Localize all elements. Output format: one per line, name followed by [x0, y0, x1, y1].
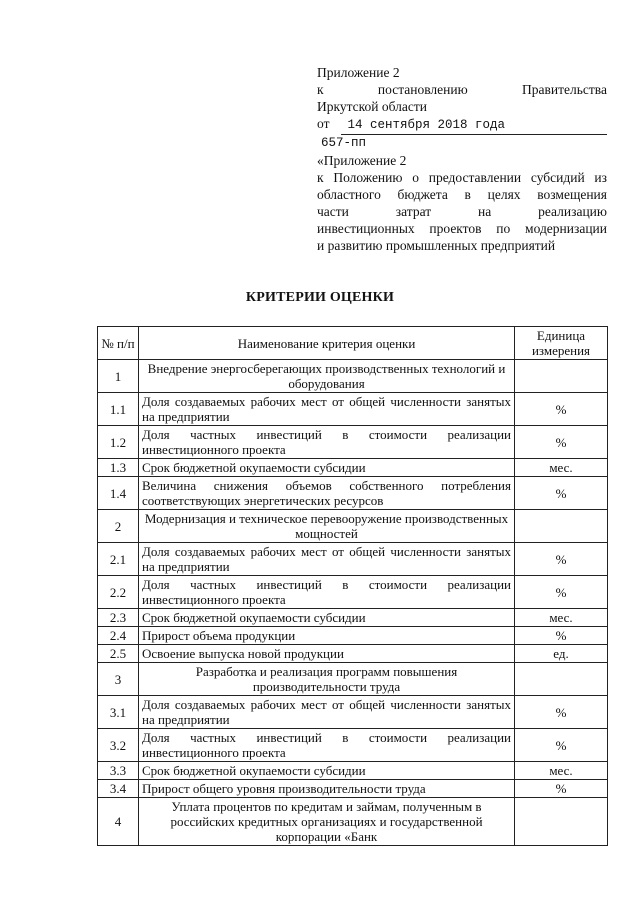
- criteria-table: [97, 326, 608, 846]
- table-row: [98, 393, 608, 426]
- row-number: 1.1: [98, 393, 139, 426]
- table-row: [98, 780, 608, 798]
- criterion-name: Освоение выпуска новой продукции: [139, 645, 515, 663]
- table-body: [98, 360, 608, 846]
- criterion-name: Разработка и реализация программ повышения производительности труда: [139, 663, 515, 696]
- criterion-unit: %: [515, 627, 608, 645]
- criterion-name: Срок бюджетной окупаемости субсидии: [139, 459, 515, 477]
- criterion-unit: [515, 510, 608, 543]
- position-line: к Положению о предоставлении субсидий из: [317, 170, 607, 185]
- col-header-name: Наименование критерия оценки: [139, 327, 515, 360]
- section-row: [98, 360, 608, 393]
- resolution-date-row: [317, 115, 607, 135]
- row-number: 3.1: [98, 696, 139, 729]
- row-number: 2.2: [98, 576, 139, 609]
- row-number: 3.4: [98, 780, 139, 798]
- table-row: [98, 729, 608, 762]
- criterion-unit: %: [515, 729, 608, 762]
- criterion-name: Доля частных инвестиций в стоимости реализации инвестиционного проекта: [139, 576, 515, 609]
- position-line: инвестиционных проектов по модернизации: [317, 221, 607, 236]
- row-number: 2.1: [98, 543, 139, 576]
- row-number: 1.3: [98, 459, 139, 477]
- row-number: 3.3: [98, 762, 139, 780]
- position-line: и развитию промышленных предприятий: [317, 238, 556, 253]
- criterion-unit: %: [515, 696, 608, 729]
- criterion-unit: [515, 798, 608, 846]
- criterion-unit: %: [515, 393, 608, 426]
- position-line: областного бюджета в целях возмещения: [317, 187, 607, 202]
- criterion-name: Модернизация и техническое перевооружение производственных мощностей: [139, 510, 515, 543]
- row-number: 2.5: [98, 645, 139, 663]
- criterion-name: Уплата процентов по кредитам и займам, полученным в российских кредитных организациях и государственной корпорации «Банк: [139, 798, 515, 846]
- section-row: [98, 798, 608, 846]
- table-row: [98, 627, 608, 645]
- criterion-name: Прирост общего уровня производительности труда: [139, 780, 515, 798]
- criterion-name: Доля частных инвестиций в стоимости реализации инвестиционного проекта: [139, 729, 515, 762]
- annex-label: «Приложение 2: [317, 153, 407, 168]
- criterion-unit: мес.: [515, 762, 608, 780]
- criterion-unit: %: [515, 426, 608, 459]
- row-number: 2.3: [98, 609, 139, 627]
- table-header-row: [98, 327, 608, 360]
- row-number: 2: [98, 510, 139, 543]
- criterion-unit: [515, 663, 608, 696]
- row-number: 2.4: [98, 627, 139, 645]
- criterion-unit: %: [515, 477, 608, 510]
- page-title: КРИТЕРИИ ОЦЕНКИ: [245, 290, 395, 305]
- row-number: 3: [98, 663, 139, 696]
- table-row: [98, 459, 608, 477]
- table-row: [98, 609, 608, 627]
- table-row: [98, 426, 608, 459]
- section-row: [98, 510, 608, 543]
- resolution-ref: к постановлению Правительства: [317, 82, 607, 97]
- table-row: [98, 576, 608, 609]
- row-number: 3.2: [98, 729, 139, 762]
- table-row: [98, 762, 608, 780]
- region-name: Иркутской области: [317, 99, 428, 114]
- criterion-unit: %: [515, 780, 608, 798]
- criterion-name: Внедрение энергосберегающих производственных технологий и оборудования: [139, 360, 515, 393]
- criterion-unit: %: [515, 576, 608, 609]
- criterion-name: Доля создаваемых рабочих мест от общей численности занятых на предприятии: [139, 696, 515, 729]
- criterion-unit: [515, 360, 608, 393]
- criterion-name: Доля создаваемых рабочих мест от общей численности занятых на предприятии: [139, 393, 515, 426]
- section-row: [98, 663, 608, 696]
- col-header-num: № п/п: [98, 327, 139, 360]
- table-row: [98, 477, 608, 510]
- criterion-name: Срок бюджетной окупаемости субсидии: [139, 609, 515, 627]
- col-header-unit: Единица измерения: [515, 327, 608, 360]
- appendix-header: [317, 64, 607, 254]
- criterion-unit: ед.: [515, 645, 608, 663]
- table-row: [98, 696, 608, 729]
- row-number: 4: [98, 798, 139, 846]
- row-number: 1.4: [98, 477, 139, 510]
- criterion-name: Величина снижения объемов собственного потребления соответствующих энергетических ресурсов: [139, 477, 515, 510]
- position-line: части затрат на реализацию: [317, 204, 607, 219]
- criterion-name: Доля частных инвестиций в стоимости реализации инвестиционного проекта: [139, 426, 515, 459]
- row-number: 1: [98, 360, 139, 393]
- criterion-name: Срок бюджетной окупаемости субсидии: [139, 762, 515, 780]
- criterion-unit: %: [515, 543, 608, 576]
- criterion-name: Прирост объема продукции: [139, 627, 515, 645]
- resolution-number: 657-пп: [321, 136, 367, 150]
- criterion-unit: мес.: [515, 459, 608, 477]
- criterion-name: Доля создаваемых рабочих мест от общей численности занятых на предприятии: [139, 543, 515, 576]
- table-row: [98, 543, 608, 576]
- resolution-date: 14 сентября 2018 года: [341, 117, 607, 135]
- appendix-label: Приложение 2: [317, 65, 400, 80]
- table-row: [98, 645, 608, 663]
- date-prefix: от: [317, 116, 330, 131]
- row-number: 1.2: [98, 426, 139, 459]
- criterion-unit: мес.: [515, 609, 608, 627]
